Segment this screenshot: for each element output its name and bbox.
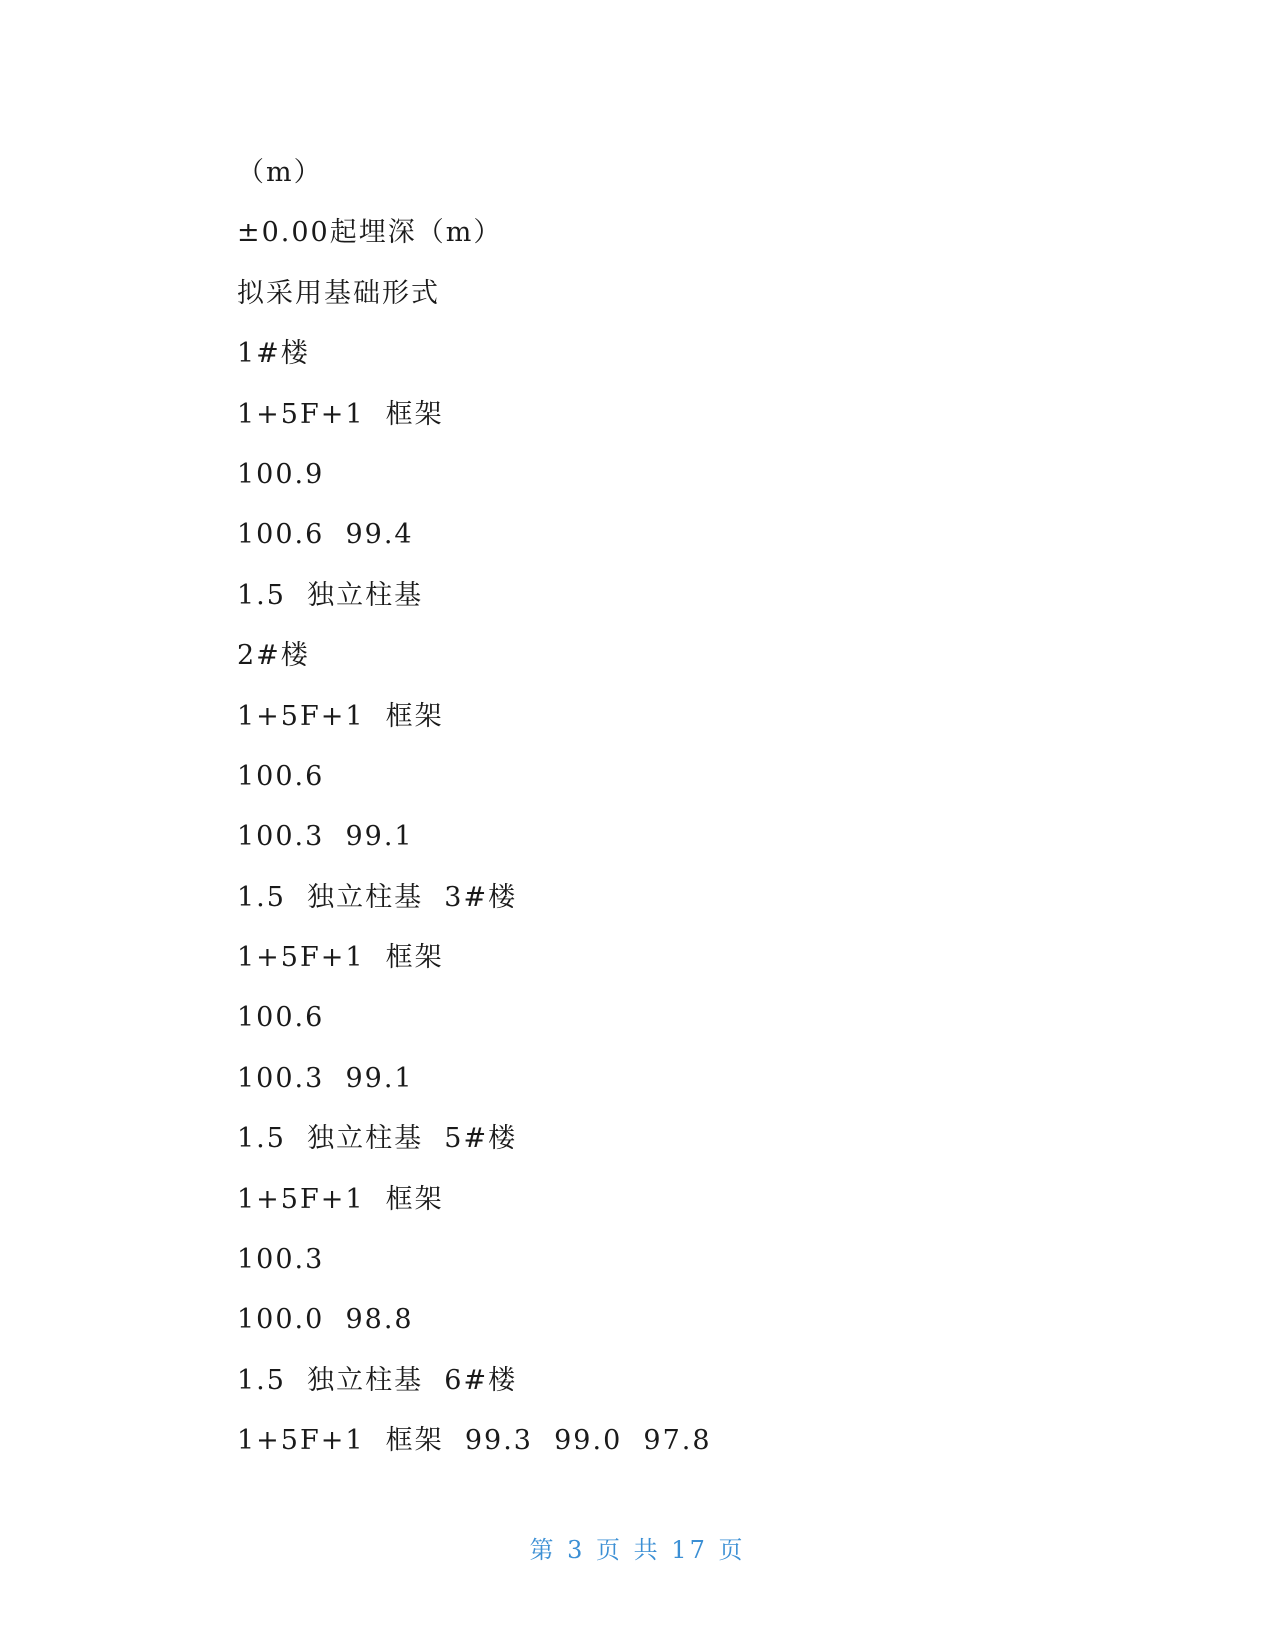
- text-line: 1+5F+1 框架: [237, 1183, 444, 1215]
- text-line: ±0.00起埋深（m）: [237, 217, 503, 249]
- text-line: 1.5 独立柱基 5#楼: [237, 1123, 518, 1155]
- text-line: （m）: [237, 157, 323, 188]
- text-line: 100.6: [237, 1002, 325, 1034]
- text-line: 100.0 98.8: [237, 1304, 414, 1336]
- text-line: 1.5 独立柱基 6#楼: [237, 1364, 518, 1396]
- page-footer: [0, 1530, 1275, 1565]
- text-line: 100.3: [237, 1244, 325, 1276]
- text-line: 1.5 独立柱基: [237, 579, 424, 611]
- text-line: 1#楼: [237, 338, 310, 370]
- text-line: 1+5F+1 框架: [237, 398, 444, 430]
- text-line: 1+5F+1 框架 99.3 99.0 97.8: [237, 1425, 712, 1457]
- text-line: 100.6: [237, 760, 325, 792]
- text-line: 1.5 独立柱基 3#楼: [237, 881, 518, 913]
- text-line: 1+5F+1 框架: [237, 700, 444, 732]
- text-line: 100.9: [237, 458, 325, 490]
- text-line: 拟采用基础形式: [237, 277, 440, 309]
- document-body: [237, 143, 1037, 1472]
- text-line: 100.3 99.1: [237, 1062, 414, 1094]
- text-line: 100.6 99.4: [237, 519, 414, 551]
- text-line: 2#楼: [237, 640, 310, 672]
- text-line: 1+5F+1 框架: [237, 942, 444, 974]
- text-line: 100.3 99.1: [237, 821, 414, 853]
- page-number-label: 第 3 页 共 17 页: [529, 1536, 746, 1564]
